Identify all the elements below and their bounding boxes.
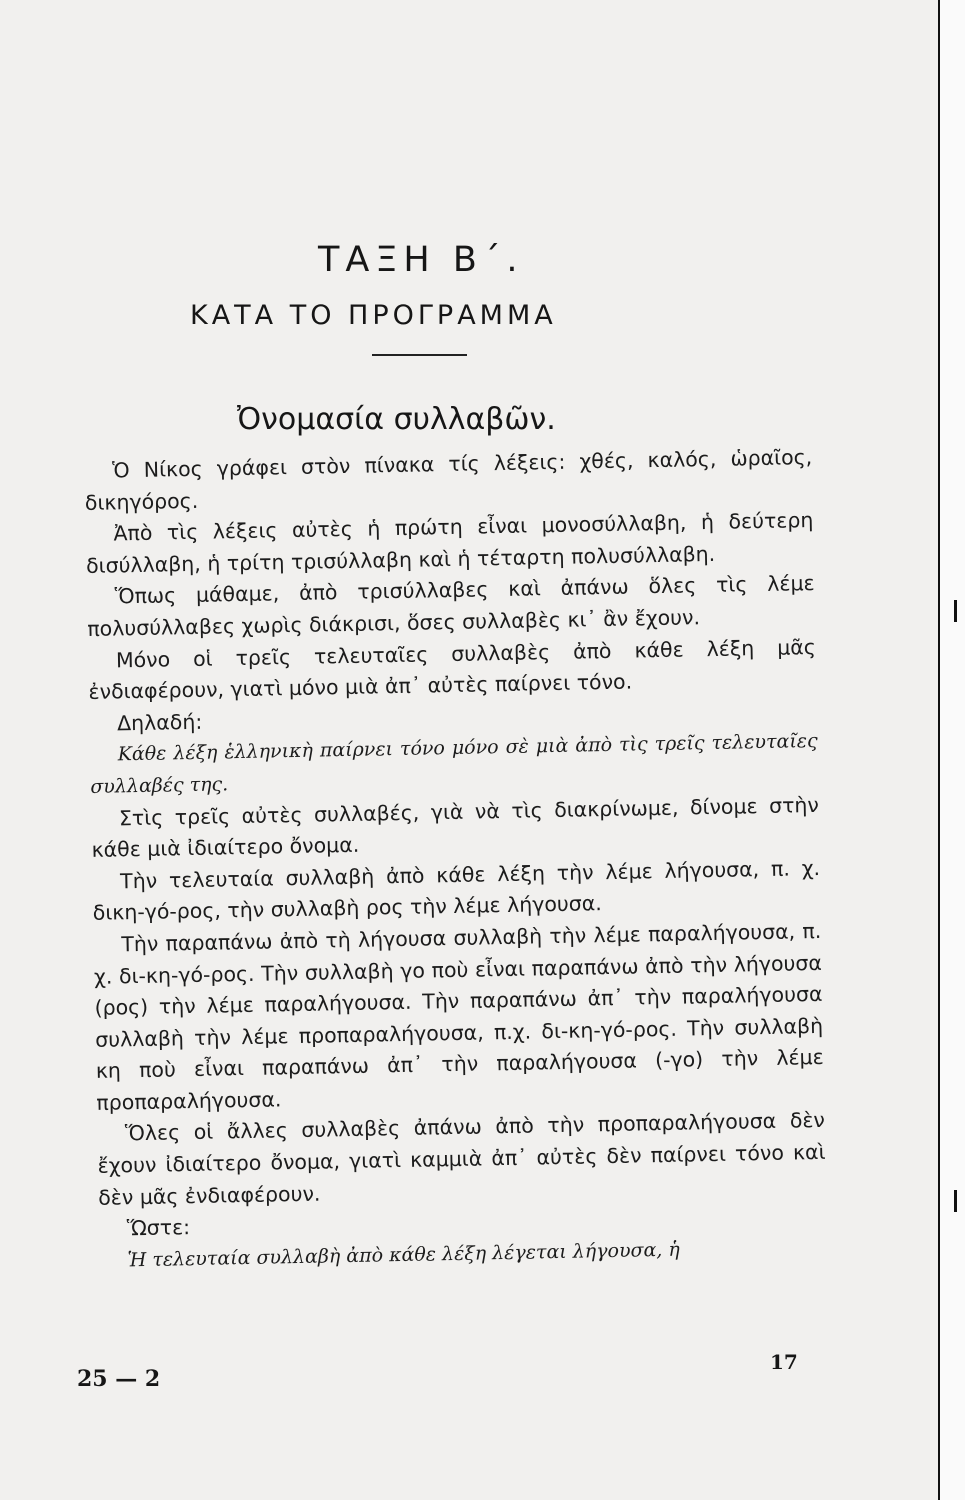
paragraph: Δηλαδή: [116,709,203,736]
page-edge [938,0,965,1500]
title-divider [372,354,467,356]
paragraph: Ἀπὸ τὶς λέξεις αὐτὲς ἡ πρώτη εἶναι μονοσύλλαβη, ἡ δεύτερη δισύλλαβη, ἡ τρίτη τρισύλλαβη καὶ ἡ τέταρτη πολυσύλλαβη. [85,508,814,578]
paragraph: Ὁ Νίκος γράφει στὸν πίνακα τίς λέξεις: χθές, καλός, ὡραῖος, δικηγόρος. [84,445,813,515]
paragraph: Ὅλες οἱ ἄλλες συλλαβὲς ἀπάνω ἀπὸ τὴν προπαραλήγουσα δὲν ἔχουν ἰδιαίτερο ὄνομα, γιατὶ καμμιὰ ἀπ᾿ αὐτὲς δὲν παίρνει τόνο καὶ δὲν μᾶς ἐνδιαφέρουν. [97,1108,826,1210]
page-number: 17 [770,1350,798,1374]
paragraph: Τὴν τελευταία συλλαβὴ ἀπὸ κάθε λέξη τὴν λέμε λήγουσα, π. χ. δικη-γό-ρος, τὴν συλλαβὴ ρος τὴν λέμε λήγουσα. [92,855,821,926]
rule-statement: Κάθε λέξη ἑλληνικὴ παίρνει τόνο μόνο σὲ μιὰ ἀπὸ τὶς τρεῖς τελευταῖες συλλαβές της. [90,730,818,798]
signature-mark: 25 — 2 [77,1366,161,1392]
paragraph: Ὅπως μάθαμε, ἀπὸ τρισύλλαβες καὶ ἀπάνω ὅλες τὶς λέμε πολυσύλλαβες χωρὶς διάκρισι, ὅσες συλλαβὲς κι᾿ ἂν ἔχουν. [87,571,815,641]
section-heading: Ὀνομασία συλλαβῶν. [237,402,556,437]
paragraph: Μόνο οἱ τρεῖς τελευταῖες συλλαβὲς ἀπὸ κάθε λέξη μᾶς ἐνδιαφέρουν, γιατὶ μόνο μιὰ ἀπ᾿ αὐτὲς παίρνει τόνο. [88,634,817,705]
paragraph: Στὶς τρεῖς αὐτὲς συλλαβές, γιὰ νὰ τὶς διακρίνωμε, δίνομε στὴν κάθε μιὰ ἰδιαίτερο ὄνομα. [91,792,820,863]
class-title: ΤΑΞΗ Β΄. [318,240,524,280]
paragraph: Τὴν παραπάνω ἀπὸ τὴ λήγουσα συλλαβὴ τὴν λέμε παραλήγουσα, π. χ. δι-κη-γό-ρος. Τὴν συλλαβὴ γο ποὺ εἶναι παραπάνω ἀπὸ τὴν λήγουσα (ρος) τὴν λέμε παραλήγουσα. Τὴν παραπάνω ἀπ᾿ τὴν παραλήγουσα συλλαβὴ τὴν λέμε προπαραλήγουσα, π.χ. δι-κη-γό-ρος. Τὴν συλλαβὴ κη ποὺ εἶναι παραπάνω ἀπ᾿ τὴν παραλήγουσα (-γο) τὴν λέμε προπαραλήγουσα. [93,918,824,1115]
paragraph: Ὥστε: [126,1215,191,1241]
curriculum-subtitle: ΚΑΤΑ ΤΟ ΠΡΟΓΡΑΜΜΑ [190,300,557,331]
edge-tick [954,600,957,622]
body-text [84,442,828,1277]
rule-statement: Ἡ τελευταία συλλαβὴ ἀπὸ κάθε λέξη λέγεται λήγουσα, ἡ [127,1238,680,1272]
edge-tick [954,1190,957,1212]
